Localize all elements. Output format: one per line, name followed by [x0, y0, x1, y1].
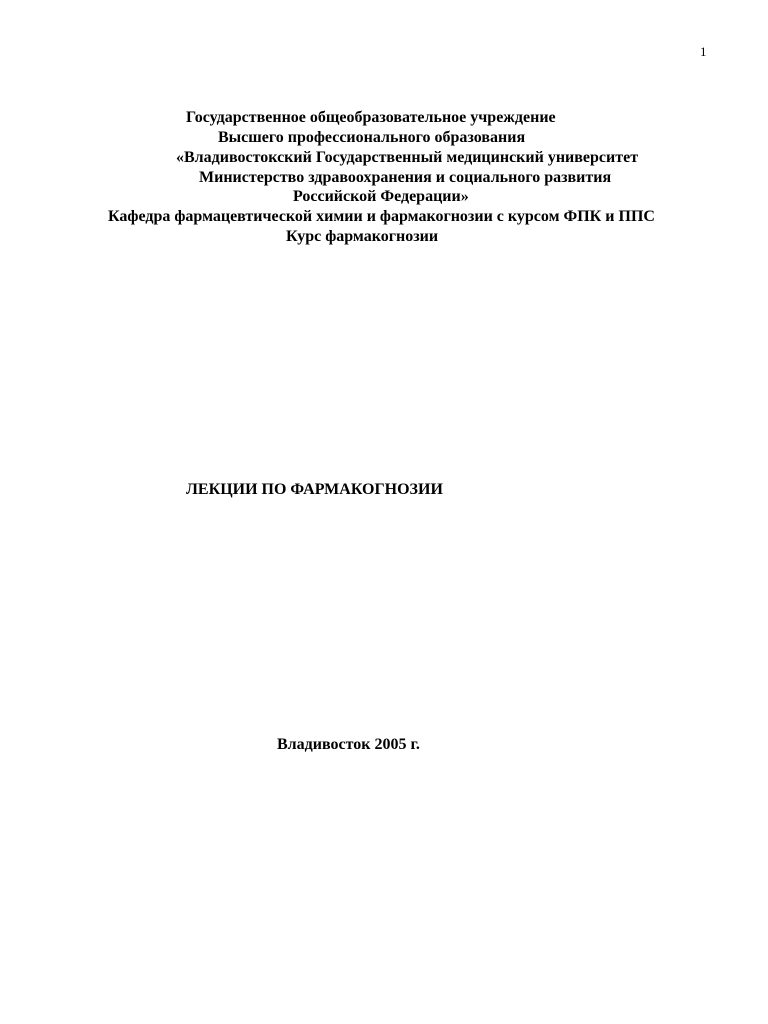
header-line-education-level: Высшего профессионального образования	[218, 129, 526, 146]
header-line-department: Кафедра фармацевтической химии и фармакогнозии с курсом ФПК и ППС	[108, 208, 655, 225]
document-title: ЛЕКЦИИ ПО ФАРМАКОГНОЗИИ	[186, 481, 443, 498]
city-year: Владивосток 2005 г.	[277, 736, 420, 753]
header-line-course: Курс фармакогнозии	[286, 228, 439, 245]
header-line-institution-type: Государственное общеобразовательное учреждение	[186, 109, 556, 126]
page-number: 1	[700, 44, 707, 59]
header-line-country: Российской Федерации»	[293, 188, 469, 205]
header-line-ministry: Министерство здравоохранения и социального развития	[199, 169, 612, 186]
header-line-university: «Владивостокский Государственный медицинский университет	[176, 149, 639, 166]
